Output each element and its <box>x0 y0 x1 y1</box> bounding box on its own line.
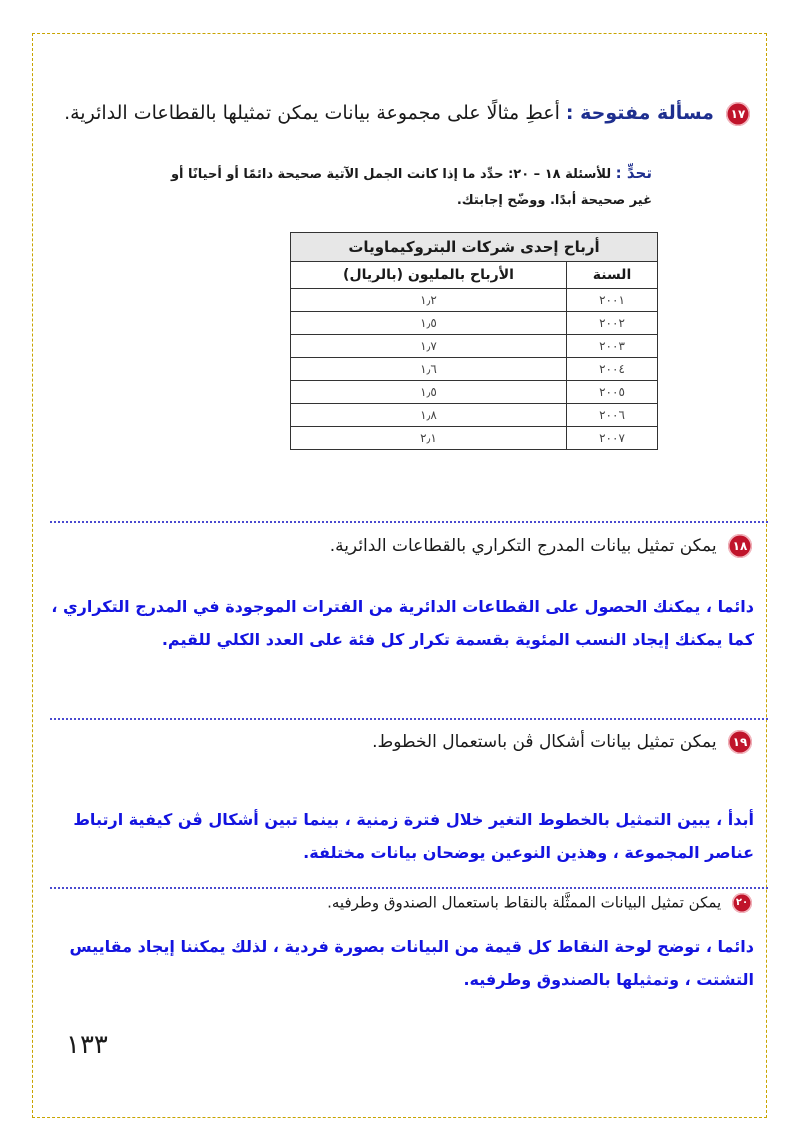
page-number: ١٣٣ <box>66 1030 108 1060</box>
table-caption: أرباح إحدى شركات البتروكيماويات <box>291 233 658 262</box>
table-row <box>291 312 658 335</box>
challenge-instructions <box>152 160 652 214</box>
table-row <box>291 335 658 358</box>
answer-18: دائما ، يمكنك الحصول على القطاعات الدائرية من الفترات الموجودة في المدرج التكراري ، كما يمكنك إيجاد النسب المئوية بقسمة تكرار كل فئة على العدد الكلي للقيم. <box>51 597 754 649</box>
column-header-profit: الأرباح بالمليون (بالريال) <box>291 262 567 289</box>
cell-profit: ١٫٨ <box>291 404 567 427</box>
question-18 <box>52 534 752 558</box>
table-row <box>291 427 658 450</box>
question-text: أعطِ مثالًا على مجموعة بيانات يمكن تمثيلها بالقطاعات الدائرية. <box>64 102 560 124</box>
cell-profit: ١٫٥ <box>291 381 567 404</box>
column-header-year: السنة <box>567 262 658 289</box>
answer-20: دائما ، توضح لوحة النقاط كل قيمة من البيانات بصورة فردية ، لذلك يمكننا إيجاد مقاييس التشتت ، وتمثيلها بالصندوق وطرفيه. <box>69 937 754 989</box>
cell-profit: ١٫٢ <box>291 289 567 312</box>
cell-year: ٢٠٠٤ <box>567 358 658 381</box>
cell-year: ٢٠٠٣ <box>567 335 658 358</box>
question-number-badge: ١٨ <box>728 534 752 558</box>
question-number-badge: ١٩ <box>728 730 752 754</box>
section-divider <box>50 718 768 720</box>
cell-year: ٢٠٠٦ <box>567 404 658 427</box>
question-text: يمكن تمثيل بيانات المدرج التكراري بالقطاعات الدائرية. <box>329 536 717 556</box>
challenge-text: للأسئلة ١٨ – ٢٠: حدِّد ما إذا كانت الجمل الآتية صحيحة دائمًا أو أحيانًا أو غير صحيحة أبدًا. ووضّح إجابتك. <box>170 167 652 208</box>
question-text: يمكن تمثيل البيانات الممثَّلة بالنقاط باستعمال الصندوق وطرفيه. <box>327 893 722 912</box>
question-title: مسألة مفتوحة : <box>565 102 714 124</box>
question-text: يمكن تمثيل بيانات أشكال ڤن باستعمال الخطوط. <box>372 732 717 752</box>
cell-year: ٢٠٠٢ <box>567 312 658 335</box>
question-20 <box>52 893 752 913</box>
cell-profit: ١٫٦ <box>291 358 567 381</box>
cell-profit: ١٫٧ <box>291 335 567 358</box>
question-19 <box>52 730 752 754</box>
challenge-label: تحدٍّ : <box>615 164 652 182</box>
table-row <box>291 404 658 427</box>
question-17 <box>60 96 750 130</box>
question-number-badge: ١٧ <box>726 102 750 126</box>
cell-year: ٢٠٠١ <box>567 289 658 312</box>
section-divider <box>50 521 768 523</box>
profits-table <box>290 232 658 450</box>
cell-profit: ١٫٥ <box>291 312 567 335</box>
question-number-badge: ٢٠ <box>732 893 752 913</box>
table-row <box>291 358 658 381</box>
cell-profit: ٢٫١ <box>291 427 567 450</box>
section-divider <box>50 887 768 889</box>
cell-year: ٢٠٠٥ <box>567 381 658 404</box>
table-row <box>291 381 658 404</box>
cell-year: ٢٠٠٧ <box>567 427 658 450</box>
answer-19: أبدأ ، يبين التمثيل بالخطوط التغير خلال فترة زمنية ، بينما تبين أشكال ڤن كيفية ارتباط عناصر المجموعة ، وهذين النوعين يوضحان بيانات مختلفة. <box>73 810 754 862</box>
table-row <box>291 289 658 312</box>
